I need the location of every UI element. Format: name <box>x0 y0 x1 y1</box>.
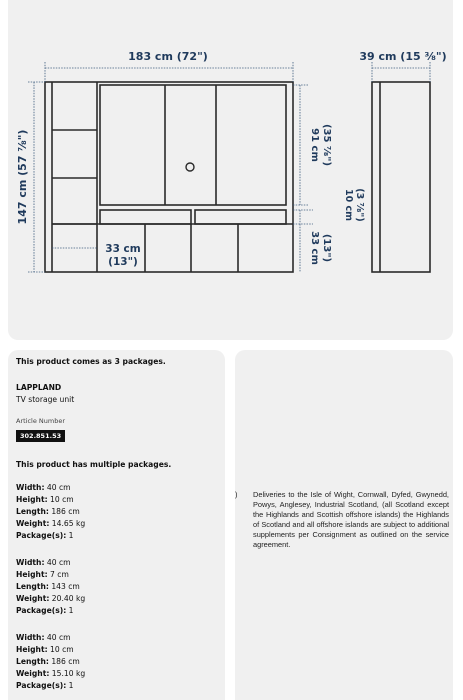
lower-height-label: 33 cm <box>309 231 320 265</box>
product-name: LAPPLAND <box>16 383 62 392</box>
package-width: Width: 40 cm <box>16 558 71 567</box>
gap-height-inch-label: (3 ⅞") <box>354 188 365 222</box>
package-height: Height: 10 cm <box>16 645 74 654</box>
package-height: Height: 10 cm <box>16 495 74 504</box>
package-count: Package(s): 1 <box>16 681 74 690</box>
package-info-card <box>8 350 225 700</box>
gap-height-label: 10 cm <box>343 188 354 222</box>
package-weight: Weight: 15.10 kg <box>16 669 86 678</box>
door-knob-icon <box>186 163 194 171</box>
width-dimension-label: 183 cm (72") <box>128 50 208 63</box>
multiple-packages-heading: This product has multiple packages. <box>16 460 172 469</box>
product-type: TV storage unit <box>16 395 75 404</box>
package-weight: Weight: 20.40 kg <box>16 594 86 603</box>
packages-intro: This product comes as 3 packages. <box>16 357 166 366</box>
depth-dimension-label: 39 cm (15 ⅜") <box>359 50 447 63</box>
package-width: Width: 40 cm <box>16 483 71 492</box>
dimensions-drawing <box>8 0 453 340</box>
cube-width-label: 33 cm <box>105 243 141 255</box>
article-number-label: Article Number <box>16 417 66 425</box>
height-dimension-label: 147 cm (57 ⅞") <box>16 129 29 225</box>
package-height: Height: 7 cm <box>16 570 69 579</box>
lower-height-inch-label: (13") <box>321 233 332 263</box>
article-number-badge: 302.851.53 <box>16 430 65 442</box>
package-count: Package(s): 1 <box>16 606 74 615</box>
doors-outline <box>100 85 286 205</box>
note-marker: ) <box>235 490 238 499</box>
package-count: Package(s): 1 <box>16 531 74 540</box>
product-dimensions-diagram <box>8 0 453 340</box>
package-weight: Weight: 14.65 kg <box>16 519 86 528</box>
delivery-note: Deliveries to the Isle of Wight, Cornwall, Dyfed, Gwynedd, Powys, Anglesey, Industrial Scotland, (all Scotland except the Highlands and Scottish offshore islands) the Highlands of Scotland and all offshore islands are subject to additional supplements per Consignment as outlined on the service agreement. <box>253 490 449 549</box>
upper-height-label: 91 cm <box>309 128 320 162</box>
package-width: Width: 40 cm <box>16 633 71 642</box>
cube-width-inch-label: (13") <box>108 256 138 268</box>
delivery-info-card <box>235 350 453 700</box>
upper-height-inch-label: (35 ⅞") <box>321 123 332 167</box>
package-length: Length: 186 cm <box>16 657 80 666</box>
unit-outline <box>45 82 293 272</box>
package-length: Length: 143 cm <box>16 582 80 591</box>
package-length: Length: 186 cm <box>16 507 80 516</box>
